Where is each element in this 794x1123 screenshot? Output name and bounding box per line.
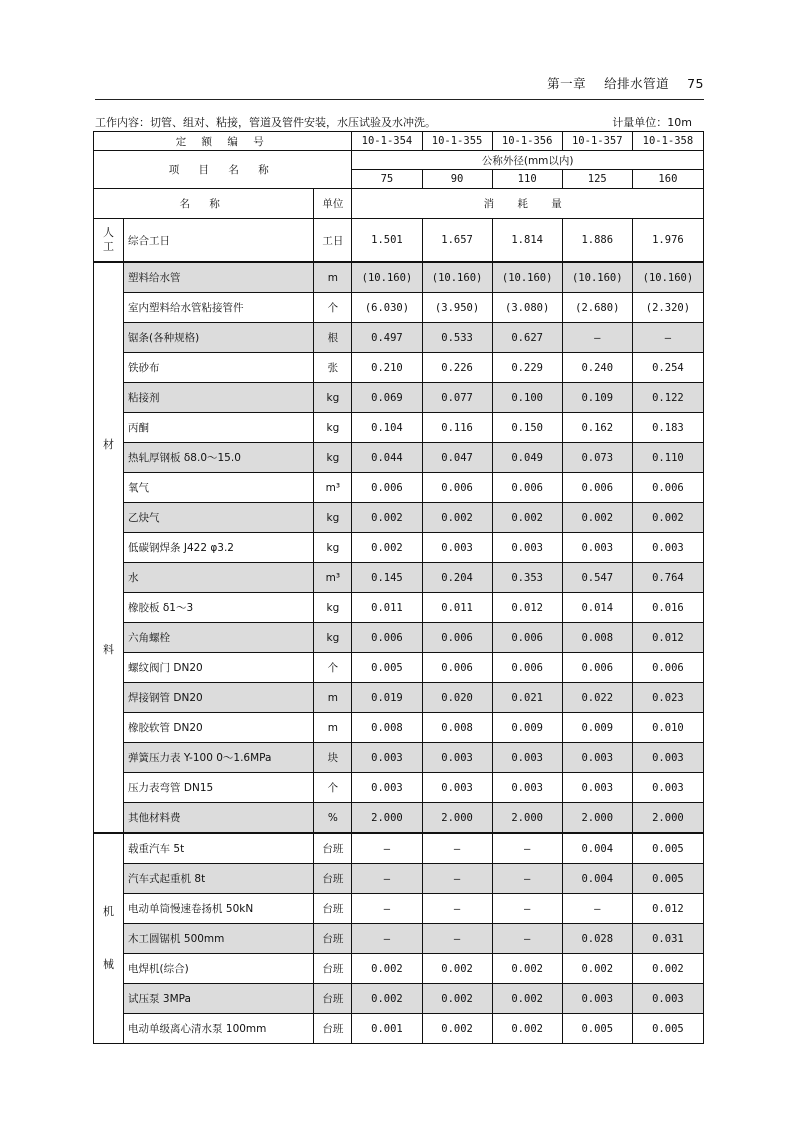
consumption-value: (10.160) — [352, 262, 422, 293]
unit-column-header: 单位 — [314, 189, 352, 219]
consumption-value: (10.160) — [632, 262, 703, 293]
consumption-value: 0.533 — [422, 323, 492, 353]
table-row — [94, 293, 704, 323]
consumption-value: 2.000 — [492, 803, 562, 834]
consumption-value: 0.002 — [352, 503, 422, 533]
consumption-value: 0.020 — [422, 683, 492, 713]
work-content: 工作内容：切管、组对、粘接，管道及管件安装，水压试验及水冲洗。 — [95, 116, 436, 129]
item-unit: 台班 — [314, 833, 352, 864]
item-name: 乙炔气 — [124, 503, 314, 533]
consumption-value: 0.547 — [562, 563, 632, 593]
diameter-value: 75 — [352, 170, 422, 189]
table-row — [94, 262, 704, 293]
consumption-value: 0.047 — [422, 443, 492, 473]
consumption-value: 0.003 — [562, 984, 632, 1014]
quota-table — [93, 131, 704, 1044]
quota-code-row — [94, 132, 704, 151]
item-unit: 个 — [314, 773, 352, 803]
consumption-value: 0.002 — [422, 1014, 492, 1044]
item-name: 弹簧压力表 Y-100 0～1.6MPa — [124, 743, 314, 773]
item-name: 塑料给水管 — [124, 262, 314, 293]
consumption-value: 0.150 — [492, 413, 562, 443]
name-column-header: 名 称 — [94, 189, 314, 219]
materials-category-top: 材 — [103, 438, 115, 452]
table-row — [94, 623, 704, 653]
consumption-value: 1.501 — [352, 219, 422, 263]
consumption-value: 0.006 — [492, 623, 562, 653]
consumption-value: 0.001 — [352, 1014, 422, 1044]
table-row — [94, 593, 704, 623]
item-name: 橡胶板 δ1～3 — [124, 593, 314, 623]
table-row — [94, 924, 704, 954]
item-name: 电动单级离心清水泵 100mm — [124, 1014, 314, 1044]
consumption-value: 0.005 — [632, 864, 703, 894]
item-unit: 个 — [314, 653, 352, 683]
table-row — [94, 954, 704, 984]
consumption-value: 0.210 — [352, 353, 422, 383]
consumption-value: 0.002 — [422, 503, 492, 533]
table-row — [94, 413, 704, 443]
item-name: 橡胶软管 DN20 — [124, 713, 314, 743]
consumption-value: 0.004 — [562, 864, 632, 894]
machinery-category-cell — [94, 833, 124, 1044]
header-rule — [95, 99, 704, 100]
consumption-value: 0.003 — [422, 533, 492, 563]
consumption-value: 0.021 — [492, 683, 562, 713]
section-title: 给排水管道 — [604, 76, 670, 91]
consumption-value: 0.009 — [562, 713, 632, 743]
consumption-value: 0.002 — [352, 984, 422, 1014]
item-name: 铁砂布 — [124, 353, 314, 383]
item-name: 室内塑料给水管粘接管件 — [124, 293, 314, 323]
consumption-value: 0.229 — [492, 353, 562, 383]
item-name: 电焊机(综合) — [124, 954, 314, 984]
consumption-value: 0.627 — [492, 323, 562, 353]
item-unit: kg — [314, 383, 352, 413]
table-row — [94, 503, 704, 533]
item-unit: m — [314, 262, 352, 293]
consumption-value: 0.183 — [632, 413, 703, 443]
consumption-value: 0.764 — [632, 563, 703, 593]
item-name: 焊接钢管 DN20 — [124, 683, 314, 713]
consumption-value: 0.002 — [422, 984, 492, 1014]
quota-code: 10-1-355 — [422, 132, 492, 151]
consumption-value: 0.002 — [492, 503, 562, 533]
consumption-value: 2.000 — [352, 803, 422, 834]
consumption-value: (2.680) — [562, 293, 632, 323]
consumption-value: 0.011 — [352, 593, 422, 623]
table-row — [94, 833, 704, 864]
machinery-category-bottom: 械 — [103, 957, 115, 971]
materials-category-cell — [94, 262, 124, 833]
consumption-value: 0.028 — [562, 924, 632, 954]
item-unit: 个 — [314, 293, 352, 323]
item-name: 木工圆锯机 500mm — [124, 924, 314, 954]
consumption-value: 0.006 — [352, 473, 422, 503]
item-unit: 块 — [314, 743, 352, 773]
measurement-unit: 计量单位：10m — [612, 116, 692, 129]
diameter-value: 125 — [562, 170, 632, 189]
table-row — [94, 473, 704, 503]
consumption-value: 0.145 — [352, 563, 422, 593]
consumption-value: 0.109 — [562, 383, 632, 413]
table-row — [94, 864, 704, 894]
item-unit: m — [314, 683, 352, 713]
consumption-value: 0.003 — [562, 773, 632, 803]
consumption-value: — — [422, 833, 492, 864]
consumption-value: 0.002 — [632, 503, 703, 533]
consumption-value: 0.353 — [492, 563, 562, 593]
consumption-value: 0.002 — [562, 954, 632, 984]
machinery-category-top: 机 — [103, 905, 115, 919]
consumption-value: 0.003 — [422, 743, 492, 773]
table-row — [94, 743, 704, 773]
item-name: 试压泵 3MPa — [124, 984, 314, 1014]
consumption-value: 0.009 — [492, 713, 562, 743]
consumption-value: 0.073 — [562, 443, 632, 473]
category-spacer — [94, 453, 123, 643]
consumption-value: 0.008 — [422, 713, 492, 743]
consumption-value: 0.022 — [562, 683, 632, 713]
consumption-value: — — [562, 894, 632, 924]
consumption-value: — — [492, 864, 562, 894]
page-header — [95, 74, 704, 96]
table-row — [94, 219, 704, 263]
consumption-value: 0.003 — [352, 743, 422, 773]
item-name: 锯条(各种规格) — [124, 323, 314, 353]
item-unit: 台班 — [314, 954, 352, 984]
consumption-value: 0.002 — [492, 984, 562, 1014]
consumption-value: — — [422, 864, 492, 894]
consumption-value: 0.008 — [562, 623, 632, 653]
consumption-value: (10.160) — [492, 262, 562, 293]
consumption-value: 0.002 — [562, 503, 632, 533]
consumption-value: 0.005 — [352, 653, 422, 683]
consumption-value: 0.006 — [492, 653, 562, 683]
table-row — [94, 563, 704, 593]
consumption-value: 0.005 — [632, 1014, 703, 1044]
quota-label: 定 额 编 号 — [94, 132, 352, 151]
quota-code: 10-1-357 — [562, 132, 632, 151]
consumption-value: — — [352, 864, 422, 894]
consumption-value: 2.000 — [422, 803, 492, 834]
item-name-label: 项 目 名 称 — [94, 151, 352, 189]
table-row — [94, 773, 704, 803]
item-unit: kg — [314, 623, 352, 653]
consumption-value: 0.012 — [632, 623, 703, 653]
consumption-value: 0.077 — [422, 383, 492, 413]
consumption-value: 0.006 — [562, 653, 632, 683]
quota-code: 10-1-354 — [352, 132, 422, 151]
table-row — [94, 984, 704, 1014]
table-row — [94, 894, 704, 924]
consumption-value: 0.003 — [492, 743, 562, 773]
consumption-value: 0.023 — [632, 683, 703, 713]
consumption-value: (3.080) — [492, 293, 562, 323]
item-unit: 台班 — [314, 924, 352, 954]
consumption-value: 0.006 — [492, 473, 562, 503]
diameter-value: 160 — [632, 170, 703, 189]
diameter-label: 公称外径(mm以内) — [352, 151, 704, 170]
item-unit: % — [314, 803, 352, 834]
consumption-value: (6.030) — [352, 293, 422, 323]
consumption-value: 0.006 — [422, 653, 492, 683]
consumption-value: — — [492, 894, 562, 924]
materials-category-bottom: 料 — [103, 642, 115, 656]
table-row — [94, 683, 704, 713]
consumption-value: 0.003 — [632, 773, 703, 803]
table-row — [94, 1014, 704, 1044]
item-name: 综合工日 — [124, 219, 314, 263]
consumption-value: (2.320) — [632, 293, 703, 323]
consumption-value: — — [492, 833, 562, 864]
table-row — [94, 353, 704, 383]
item-name: 压力表弯管 DN15 — [124, 773, 314, 803]
quota-code: 10-1-356 — [492, 132, 562, 151]
item-name: 电动单筒慢速卷扬机 50kN — [124, 894, 314, 924]
consumption-value: 0.005 — [632, 833, 703, 864]
consumption-value: (10.160) — [422, 262, 492, 293]
item-name: 丙酮 — [124, 413, 314, 443]
consumption-value: 0.006 — [422, 623, 492, 653]
consumption-value: 0.006 — [422, 473, 492, 503]
consumption-value: 0.003 — [492, 533, 562, 563]
consumption-value: (10.160) — [562, 262, 632, 293]
quota-code: 10-1-358 — [632, 132, 703, 151]
item-name: 水 — [124, 563, 314, 593]
item-name: 低碳钢焊条 J422 φ3.2 — [124, 533, 314, 563]
table-row — [94, 653, 704, 683]
column-header-row — [94, 189, 704, 219]
consumption-value: 0.006 — [352, 623, 422, 653]
consumption-value: 2.000 — [632, 803, 703, 834]
consumption-value: 1.976 — [632, 219, 703, 263]
consumption-value: 0.497 — [352, 323, 422, 353]
info-line — [95, 114, 704, 130]
consumption-value: 0.003 — [562, 743, 632, 773]
consumption-value: 0.002 — [492, 954, 562, 984]
consumption-value: 0.049 — [492, 443, 562, 473]
consumption-value: 0.005 — [562, 1014, 632, 1044]
consumption-value: 0.002 — [492, 1014, 562, 1044]
consumption-value: 0.162 — [562, 413, 632, 443]
item-name: 六角螺栓 — [124, 623, 314, 653]
consumption-value: 0.122 — [632, 383, 703, 413]
consumption-value: 0.003 — [352, 773, 422, 803]
consumption-value: 1.886 — [562, 219, 632, 263]
item-unit: 台班 — [314, 894, 352, 924]
item-unit: kg — [314, 443, 352, 473]
consumption-value: — — [422, 894, 492, 924]
consumption-value: 0.031 — [632, 924, 703, 954]
consumption-value: 0.240 — [562, 353, 632, 383]
consumption-value: 0.003 — [632, 984, 703, 1014]
consumption-column-header: 消 耗 量 — [352, 189, 704, 219]
item-unit: 工日 — [314, 219, 352, 263]
item-name: 粘接剂 — [124, 383, 314, 413]
consumption-value: 0.004 — [562, 833, 632, 864]
consumption-value: 0.003 — [562, 533, 632, 563]
page-number: 75 — [687, 76, 704, 91]
consumption-value: 0.002 — [352, 533, 422, 563]
item-unit: 张 — [314, 353, 352, 383]
consumption-value: — — [562, 323, 632, 353]
consumption-value: 0.002 — [632, 954, 703, 984]
consumption-value: 0.003 — [422, 773, 492, 803]
table-row — [94, 323, 704, 353]
consumption-value: 0.100 — [492, 383, 562, 413]
item-name: 汽车式起重机 8t — [124, 864, 314, 894]
consumption-value: 0.104 — [352, 413, 422, 443]
consumption-value: (3.950) — [422, 293, 492, 323]
consumption-value: 0.003 — [632, 533, 703, 563]
diameter-label-row — [94, 151, 704, 170]
item-name: 热轧厚钢板 δ8.0～15.0 — [124, 443, 314, 473]
item-unit: kg — [314, 413, 352, 443]
item-unit: 根 — [314, 323, 352, 353]
consumption-value: — — [492, 924, 562, 954]
consumption-value: 0.019 — [352, 683, 422, 713]
chapter-label: 第一章 — [547, 76, 587, 91]
item-name: 其他材料费 — [124, 803, 314, 834]
consumption-value: 0.006 — [632, 473, 703, 503]
consumption-value: 0.002 — [352, 954, 422, 984]
item-unit: kg — [314, 533, 352, 563]
consumption-value: 0.204 — [422, 563, 492, 593]
labor-category-label: 人工 — [103, 225, 115, 253]
consumption-value: 0.011 — [422, 593, 492, 623]
table-row — [94, 533, 704, 563]
diameter-value: 90 — [422, 170, 492, 189]
item-unit: kg — [314, 593, 352, 623]
diameter-value: 110 — [492, 170, 562, 189]
consumption-value: 0.012 — [632, 894, 703, 924]
item-unit: 台班 — [314, 1014, 352, 1044]
consumption-value: — — [422, 924, 492, 954]
consumption-value: 0.003 — [632, 743, 703, 773]
consumption-value: — — [352, 833, 422, 864]
consumption-value: 0.016 — [632, 593, 703, 623]
consumption-value: 0.116 — [422, 413, 492, 443]
consumption-value: 0.014 — [562, 593, 632, 623]
item-name: 氧气 — [124, 473, 314, 503]
consumption-value: — — [352, 894, 422, 924]
consumption-value: 0.006 — [632, 653, 703, 683]
consumption-value: 0.069 — [352, 383, 422, 413]
item-unit: m³ — [314, 563, 352, 593]
item-unit: m — [314, 713, 352, 743]
consumption-value: 0.012 — [492, 593, 562, 623]
item-unit: 台班 — [314, 984, 352, 1014]
consumption-value: 0.002 — [422, 954, 492, 984]
consumption-value: 0.254 — [632, 353, 703, 383]
table-row — [94, 713, 704, 743]
consumption-value: — — [632, 323, 703, 353]
table-row — [94, 383, 704, 413]
item-name: 螺纹阀门 DN20 — [124, 653, 314, 683]
item-unit: 台班 — [314, 864, 352, 894]
table-row — [94, 803, 704, 834]
consumption-value: 0.044 — [352, 443, 422, 473]
consumption-value: 0.003 — [492, 773, 562, 803]
item-unit: kg — [314, 503, 352, 533]
consumption-value: 0.110 — [632, 443, 703, 473]
consumption-value: 0.010 — [632, 713, 703, 743]
consumption-value: — — [352, 924, 422, 954]
consumption-value: 0.008 — [352, 713, 422, 743]
consumption-value: 0.226 — [422, 353, 492, 383]
consumption-value: 0.006 — [562, 473, 632, 503]
consumption-value: 1.814 — [492, 219, 562, 263]
item-unit: m³ — [314, 473, 352, 503]
category-spacer — [94, 920, 123, 958]
labor-category-cell — [94, 219, 124, 263]
item-name: 载重汽车 5t — [124, 833, 314, 864]
consumption-value: 1.657 — [422, 219, 492, 263]
table-row — [94, 443, 704, 473]
consumption-value: 2.000 — [562, 803, 632, 834]
